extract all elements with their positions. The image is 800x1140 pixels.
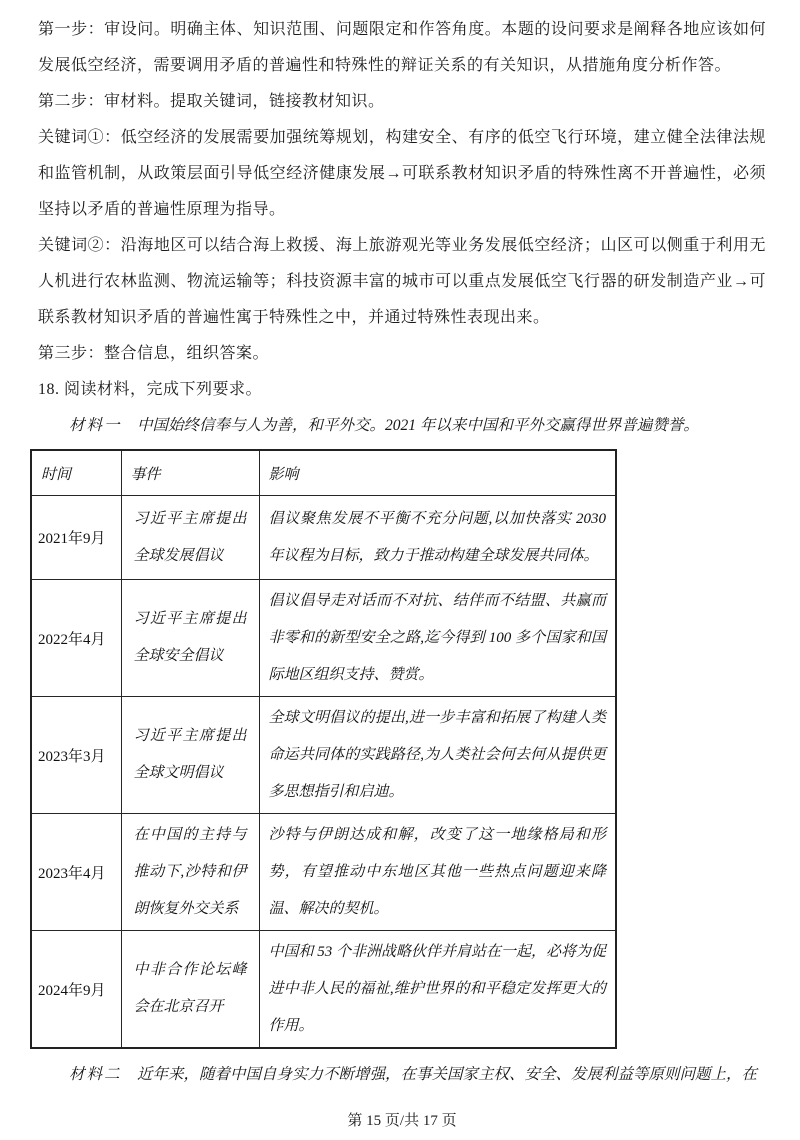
table-header-row [31, 450, 616, 496]
table-row-2022-04 [31, 580, 616, 697]
cell-event: 中非合作论坛峰会在北京召开 [121, 931, 259, 1049]
page-number-footer: 第 15 页/共 17 页 [347, 1113, 457, 1129]
cell-time: 2024年9月 [31, 931, 121, 1049]
table-row-2024-09 [31, 931, 616, 1049]
events-table [30, 449, 617, 1049]
material-two-line [38, 1057, 766, 1093]
table-row-2021-09 [31, 496, 616, 580]
material-one-line [38, 408, 766, 444]
material-one-label: 材料一 [69, 417, 122, 434]
material-two-label: 材料二 [69, 1066, 122, 1083]
table-row-2023-04 [31, 814, 616, 931]
material-one-text: 中国始终信奉与人为善，和平外交。2021 年以来中国和平外交赢得世界普遍赞誉。 [137, 417, 699, 434]
paragraph-step1: 第一步：审设问。明确主体、知识范围、问题限定和作答角度。本题的设问要求是阐释各地应该如何发展低空经济，需要调用矛盾的普遍性和特殊性的辩证关系的有关知识，从措施角度分析作答。 [38, 21, 766, 74]
cell-time: 2023年4月 [31, 814, 121, 931]
column-header-time: 时间 [31, 450, 121, 496]
material-two-text: 近年来，随着中国自身实力不断增强，在事关国家主权、安全、发展利益等原则问题上，在 [137, 1066, 758, 1083]
question-18-heading: 18. 阅读材料，完成下列要求。 [38, 381, 263, 398]
cell-event: 在中国的主持与推动下,沙特和伊朗恢复外交关系 [121, 814, 259, 931]
cell-time: 2022年4月 [31, 580, 121, 697]
cell-event: 习近平主席提出全球发展倡议 [121, 496, 259, 580]
paragraph-step3: 第三步：整合信息，组织答案。 [38, 345, 270, 362]
cell-time: 2023年3月 [31, 697, 121, 814]
table-row-2023-03 [31, 697, 616, 814]
paragraph-step2: 第二步：审材料。提取关键词，链接教材知识。 [38, 93, 385, 110]
cell-event: 习近平主席提出全球文明倡议 [121, 697, 259, 814]
cell-time: 2021年9月 [31, 496, 121, 580]
paragraph-keyword1: 关键词①：低空经济的发展需要加强统筹规划，构建安全、有序的低空飞行环境，建立健全法律法规和监管机制，从政策层面引导低空经济健康发展→可联系教材知识矛盾的特殊性离不开普遍性，必须坚持以矛盾的普遍性原理为指导。 [38, 129, 766, 218]
column-header-event: 事件 [121, 450, 259, 496]
cell-impact: 中国和 53 个非洲战略伙伴并肩站在一起，必将为促进中非人民的福祉,维护世界的和平稳定发挥更大的作用。 [259, 931, 616, 1049]
cell-impact: 全球文明倡议的提出,进一步丰富和拓展了构建人类命运共同体的实践路径,为人类社会何去何从提供更多思想指引和启迪。 [259, 697, 616, 814]
cell-impact: 倡议倡导走对话而不对抗、结伴而不结盟、共赢而非零和的新型安全之路,迄今得到 100 多个国家和国际地区组织支持、赞赏。 [259, 580, 616, 697]
cell-event: 习近平主席提出全球安全倡议 [121, 580, 259, 697]
cell-impact: 沙特与伊朗达成和解，改变了这一地缘格局和形势，有望推动中东地区其他一些热点问题迎来降温、解决的契机。 [259, 814, 616, 931]
cell-impact: 倡议聚焦发展不平衡不充分问题,以加快落实 2030 年议程为目标，致力于推动构建全球发展共同体。 [259, 496, 616, 580]
paragraph-keyword2: 关键词②：沿海地区可以结合海上救援、海上旅游观光等业务发展低空经济；山区可以侧重于利用无人机进行农林监测、物流运输等；科技资源丰富的城市可以重点发展低空飞行器的研发制造产业→可联系教材知识矛盾的普遍性寓于特殊性之中，并通过特殊性表现出来。 [38, 237, 766, 326]
column-header-impact: 影响 [259, 450, 616, 496]
